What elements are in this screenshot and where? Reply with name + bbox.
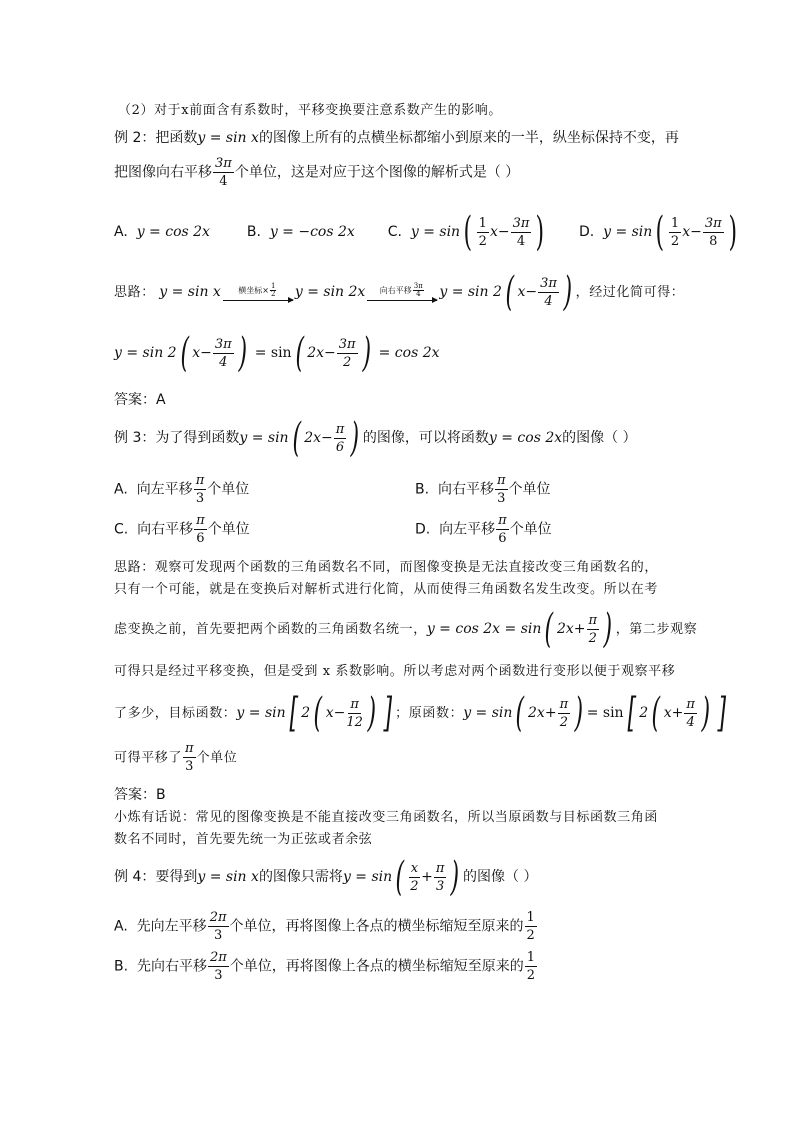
ex3-option-b[interactable]: B. 向右平移 $\frac{\pi}{3}$ 个单位 [415, 473, 551, 506]
option-a[interactable]: A. y = cos 2x [114, 224, 210, 240]
ex3-think5: 了多少，目标函数：y = sin [ 2 ( x− $\frac{\pi}{12}$ ) ] ；原函数：y = sin ( 2x+ $\frac{\pi}{2}$ ) = sin [ 2 ( x+ $\frac{\pi}{4}$ ) ] [114, 690, 726, 736]
ex4-line1: 例 4：要得到y = sin x的图像只需将y = sin ( x 2 + $\frac{\pi}{3}$ ) 的图像（ ） [114, 854, 538, 900]
ex2-answer: 答案：A [114, 392, 166, 408]
think-label: 思路： [114, 285, 155, 300]
ex2-fn: y = sin x [197, 130, 259, 146]
option-d[interactable]: D. y = sin ( 1 2 x− $\frac{3\pi}{8}$ ) [578, 209, 737, 255]
ex2-text: 例 2：把函数 [114, 130, 198, 146]
ex2-text: 的图像上所有的点横坐标都缩小到原来的一半，纵坐标保持不变，再 [258, 130, 679, 146]
ex3-answer: 答案：B [114, 787, 166, 803]
transform-arrow: 横坐标× $\frac{1}{2}$ [223, 283, 293, 301]
ex2-line2 [114, 157, 519, 188]
ex2-options [114, 209, 740, 255]
transform-arrow: 向右平移 3π 4 [367, 283, 437, 301]
ex2-text: 把图像向右平移 [114, 164, 212, 181]
ex3-option-d[interactable]: D. 向左平移 $\frac{\pi}{6}$ 个单位 [415, 513, 552, 546]
note-line: （2）对于x前面含有系数时，平移变换要注意系数产生的影响。 [118, 103, 503, 118]
ex2-simplify: y = sin 2 ( x− $\frac{3\pi}{4}$ ) = sin ( 2x− $\frac{3\pi}{2}$ ) = cos 2x [114, 330, 440, 376]
ex2-text: 个单位，这是对应于这个图像的解析式是（ ） [234, 164, 520, 181]
ex3-think2: 只有一个可能，就是在变换后对解析式进行化简，从而使得三角函数名发生改变。所以在考 [114, 582, 659, 597]
option-c[interactable]: C. y = sin ( 1 2 x− $\frac{3\pi}{4}$ ) [387, 209, 545, 255]
ex3-option-a[interactable]: A. 向左平移 $\frac{\pi}{3}$ 个单位 [114, 473, 250, 506]
ex3-think3: 虑变换之前，首先要把两个函数的三角函数名统一，y = cos 2x = sin ( 2x+ $\frac{\pi}{2}$ ) ，第二步观察 [114, 606, 698, 652]
ex3-tip2: 数名不同时，首先要先统一为正弦或者余弦 [114, 832, 373, 847]
ex4-option-b[interactable]: B. 先向右平移 $\frac{2\pi}{3}$ 个单位，再将图像上各点的横坐标缩短至原来的 $\frac{1}{2}$ [114, 950, 536, 983]
ex2-think: 思路： y = sin x 横坐标× $\frac{1}{2}$ y = sin 2x 向右平移 3π 4 y = sin 2 ( x− $\frac{3\pi}{4}$ ) ，经过化简可得： [114, 269, 685, 315]
ex3-think1: 思路：观察可发现两个函数的三角函数名不同，而图像变换是无法直接改变三角函数名的， [114, 560, 659, 575]
ex3-tip1: 小炼有话说：常见的图像变换是不能直接改变三角函数名，所以当原函数与目标函数三角函 [114, 810, 659, 825]
ex3-think6: 可得平移了 $\frac{\pi}{3}$ 个单位 [114, 741, 238, 774]
ex2-line1 [114, 127, 679, 147]
ex3-option-c[interactable]: C. 向右平移 $\frac{\pi}{6}$ 个单位 [114, 513, 250, 546]
option-b[interactable]: B. y = −cos 2x [246, 224, 355, 240]
fraction: $\frac{3\pi}{4}$ [215, 156, 232, 189]
ex4-option-a[interactable]: A. 先向左平移 $\frac{2\pi}{3}$ 个单位，再将图像上各点的横坐标缩短至原来的 $\frac{1}{2}$ [114, 910, 535, 943]
ex3-think4: 可得只是经过平移变换，但是受到 x 系数影响。所以考虑对两个函数进行变形以便于观察平移 [114, 664, 676, 679]
ex3-line1: 例 3：为了得到函数y = sin ( 2x− $\frac{\pi}{6}$ ) 的图像，可以将函数y = cos 2x的图像（ ） [114, 415, 637, 461]
